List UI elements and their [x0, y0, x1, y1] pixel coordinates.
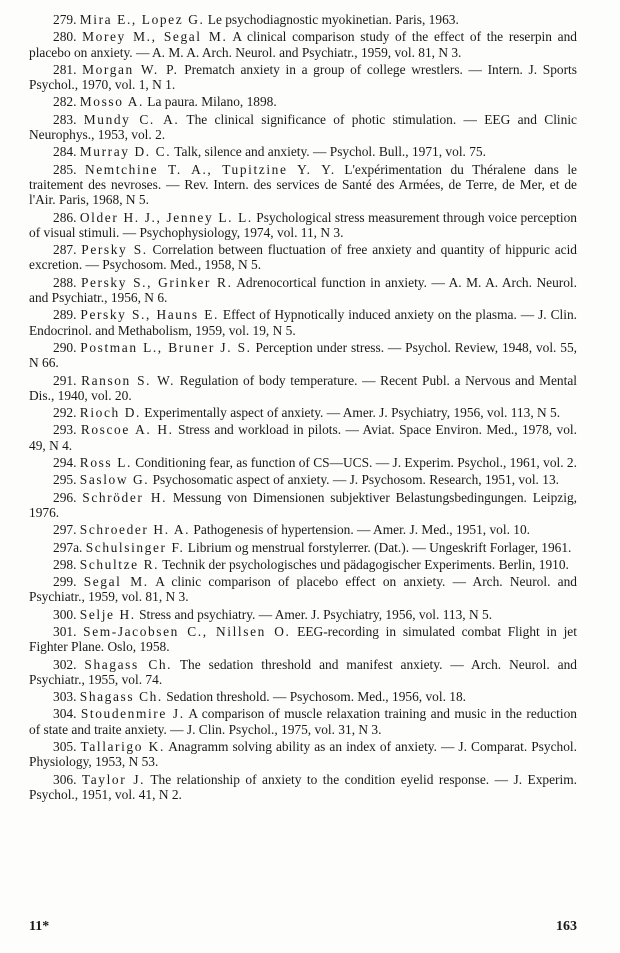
reference-citation: Conditioning fear, as function of CS—UCS. — J. Experim. Psychol., 1961, vol. 2. [131, 455, 577, 471]
reference-authors: Shagass Ch. [79, 689, 163, 705]
reference-number: 282. [53, 94, 77, 110]
reference-entry [29, 557, 577, 572]
reference-authors: Ross L. [79, 455, 132, 471]
reference-entry [29, 405, 577, 420]
reference-entry [29, 689, 577, 704]
reference-number: 285. [53, 161, 77, 177]
reference-entry [29, 540, 577, 555]
reference-authors: Taylor J. [81, 771, 146, 787]
reference-entry [29, 307, 577, 338]
reference-entry [29, 657, 577, 688]
reference-citation: La paura. Milano, 1898. [143, 94, 277, 110]
reference-entry [29, 490, 577, 521]
reference-entry [29, 739, 577, 770]
reference-authors: Mira E., Lopez G. [79, 12, 205, 27]
reference-entry [29, 275, 577, 306]
reference-authors: Saslow G. [79, 472, 150, 488]
reference-citation: Pathogenesis of hypertension. — Amer. J. Med., 1951, vol. 10. [190, 522, 531, 538]
reference-authors: Mosso A. [79, 94, 144, 110]
reference-entry [29, 607, 577, 622]
reference-entry [29, 422, 577, 453]
reference-number: 290. [53, 339, 77, 355]
reference-number: 288. [53, 274, 77, 290]
reference-authors: Segal M. [83, 574, 149, 590]
reference-entry [29, 162, 577, 208]
reference-authors: Persky S., Grinker R. [80, 274, 233, 290]
reference-number: 283. [53, 111, 77, 127]
reference-entry [29, 455, 577, 470]
reference-entry [29, 62, 577, 93]
reference-authors: Roscoe A. H. [80, 422, 174, 438]
reference-entry [29, 94, 577, 109]
reference-entry [29, 574, 577, 605]
reference-authors: Persky S. [81, 242, 148, 258]
reference-authors: Schultze R. [79, 556, 160, 572]
reference-entry [29, 624, 577, 655]
reference-number: 302. [53, 656, 77, 672]
reference-citation: A clinic comparison of placebo effect on anxiety. — Arch. Neurol. and Psychiatr., 1959, vol. 81, N 3. [29, 574, 577, 605]
reference-citation: The relationship of anxiety to the condition eyelid response. — J. Experim. Psychol., 1951, vol. 41, N 2. [29, 771, 577, 802]
page-number: 163 [556, 919, 577, 934]
reference-number: 299. [53, 574, 77, 590]
reference-citation: The clinical significance of photic stimulation. — EEG and Clinic Neurophys., 1953, vol. 2. [29, 111, 577, 143]
reference-authors: Shagass Ch. [84, 656, 173, 672]
reference-number: 284. [53, 144, 77, 160]
reference-entry [29, 242, 577, 273]
reference-number: 294. [53, 455, 77, 471]
reference-number: 306. [53, 771, 77, 787]
reference-authors: Selje H. [79, 606, 136, 622]
reference-number: 286. [53, 209, 77, 225]
reference-citation: EEG-recording in simulated combat Flight in jet Fighter Plane. Oslo, 1958. [29, 623, 577, 655]
reference-entry [29, 373, 577, 404]
reference-citation: Psychological stress measurement through voice perception of visual stimuli. — Psychophysiology, 1974, vol. 11, N 3. [29, 209, 578, 240]
reference-number: 293. [53, 422, 77, 438]
reference-authors: Schröder H. [82, 489, 168, 505]
reference-authors: Sem-Jacobsen C., Nillsen O. [83, 623, 291, 639]
reference-citation: Librium og menstrual forstylerrer. (Dat.). — Ungeskrift Forlager, 1961. [184, 539, 572, 555]
reference-citation: Experimentally aspect of anxiety. — Amer. J. Psychiatry, 1956, vol. 113, N 5. [140, 405, 561, 421]
reference-citation: Perception under stress. — Psychol. Review, 1948, vol. 55, N 66. [29, 339, 577, 371]
reference-authors: Tallarigo K. [80, 739, 165, 755]
reference-number: 287. [53, 242, 77, 258]
reference-number: 297. [53, 522, 77, 538]
reference-citation: Technik der psychologisches und pädagogischer Experiments. Berlin, 1910. [159, 556, 569, 572]
reference-authors: Schroeder H. A. [79, 522, 191, 538]
reference-number: 300. [53, 606, 77, 622]
reference-citation: The sedation threshold and manifest anxiety. — Arch. Neurol. and Psychiatr., 1955, vol. 74. [29, 656, 577, 687]
reference-citation: Effect of Hypnotically induced anxiety on the plasma. — J. Clin. Endocrinol. and Methabolism, 1959, vol. 19, N 5. [29, 307, 577, 338]
reference-authors: Persky S., Hauns E. [80, 307, 219, 323]
reference-entry [29, 12, 577, 27]
reference-list [29, 12, 577, 804]
reference-number: 296. [53, 489, 77, 505]
reference-citation: Correlation between fluctuation of free anxiety and quantity of hippuric acid excretion. — Psychosom. Med., 1958, N 5. [29, 242, 577, 273]
signature-mark: 11* [29, 919, 50, 934]
reference-authors: Postman L., Bruner J. S. [80, 339, 252, 355]
reference-number: 301. [53, 623, 77, 639]
reference-number: 289. [53, 307, 77, 323]
reference-entry [29, 112, 577, 143]
reference-citation: Stress and psychiatry. — Amer. J. Psychiatry, 1956, vol. 113, N 5. [135, 606, 493, 622]
reference-number: 304. [53, 706, 77, 722]
reference-number: 298. [53, 556, 77, 572]
reference-authors: Morgan W. P. [82, 61, 179, 77]
reference-entry [29, 210, 577, 241]
reference-authors: Ranson S. W. [81, 372, 176, 388]
reference-citation: Talk, silence and anxiety. — Psychol. Bull., 1971, vol. 75. [171, 144, 486, 160]
reference-entry [29, 29, 577, 60]
reference-authors: Schulsinger F. [85, 539, 185, 555]
reference-citation: Sedation threshold. — Psychosom. Med., 1956, vol. 18. [162, 689, 467, 705]
reference-entry [29, 706, 577, 737]
reference-number: 305. [53, 739, 77, 755]
reference-authors: Murray D. C. [79, 144, 172, 160]
reference-citation: Adrenocortical function in anxiety. — A. M. A. Arch. Neurol. and Psychiatr., 1956, N 6. [29, 274, 577, 306]
reference-number: 279. [53, 12, 77, 27]
reference-number: 281. [53, 61, 77, 77]
reference-authors: Rioch D. [79, 405, 141, 421]
reference-citation: Regulation of body temperature. — Recent Publ. a Nervous and Mental Dis., 1940, vol. 20. [29, 372, 577, 403]
reference-citation: A comparison of muscle relaxation training and music in the reduction of state and traite anxiety. — J. Clin. Psychol., 1975, vol. 31, N 3. [29, 706, 577, 737]
reference-authors: Stoudenmire J. [80, 706, 185, 722]
reference-citation: Prematch anxiety in a group of college wrestlers. — Intern. J. Sports Psychol., 1970, vol. 1, N 1. [29, 61, 577, 93]
reference-authors: Nemtchine T. A., Tupitzine Y. Y. [84, 161, 336, 177]
reference-number: 291. [53, 372, 77, 388]
reference-authors: Mundy C. A. [83, 111, 180, 127]
reference-entry [29, 522, 577, 537]
reference-citation: L'expérimentation du Théralene dans le traitement des nevroses. — Rev. Intern. des services de Santé des Armées, de Terre, de Mer, et de l'Air. Paris, 1968, N 5. [29, 161, 577, 208]
reference-citation: Anagramm solving ability as an index of anxiety. — J. Comparat. Psychol. Physiology, 1953, N 53. [29, 739, 577, 770]
reference-number: 280. [53, 29, 77, 45]
reference-authors: Older H. J., Jenney L. L. [79, 209, 253, 225]
reference-number: 295. [53, 472, 77, 488]
reference-citation: Stress and workload in pilots. — Aviat. Space Environ. Med., 1978, vol. 49, N 4. [29, 422, 577, 453]
reference-citation: A clinical comparison study of the effect of the reserpin and placebo on anxiety. — A. M. A. Arch. Neurol. and Psychiatr., 1959, vol. 81, N 3. [29, 29, 577, 60]
reference-authors: Morey M., Segal M. [82, 29, 228, 45]
reference-citation: Psychosomatic aspect of anxiety. — J. Psychosom. Research, 1951, vol. 13. [149, 472, 559, 488]
reference-citation: Messung von Dimensionen subjektiver Belastungsbedingungen. Leipzig, 1976. [29, 489, 577, 520]
reference-entry [29, 144, 577, 159]
reference-entry [29, 472, 577, 487]
reference-number: 303. [53, 689, 77, 705]
reference-entry [29, 772, 577, 803]
reference-number: 297a. [53, 539, 83, 555]
reference-number: 292. [53, 405, 77, 421]
reference-citation: Le psychodiagnostic myokinetian. Paris, 1963. [204, 12, 459, 27]
reference-entry [29, 340, 577, 371]
